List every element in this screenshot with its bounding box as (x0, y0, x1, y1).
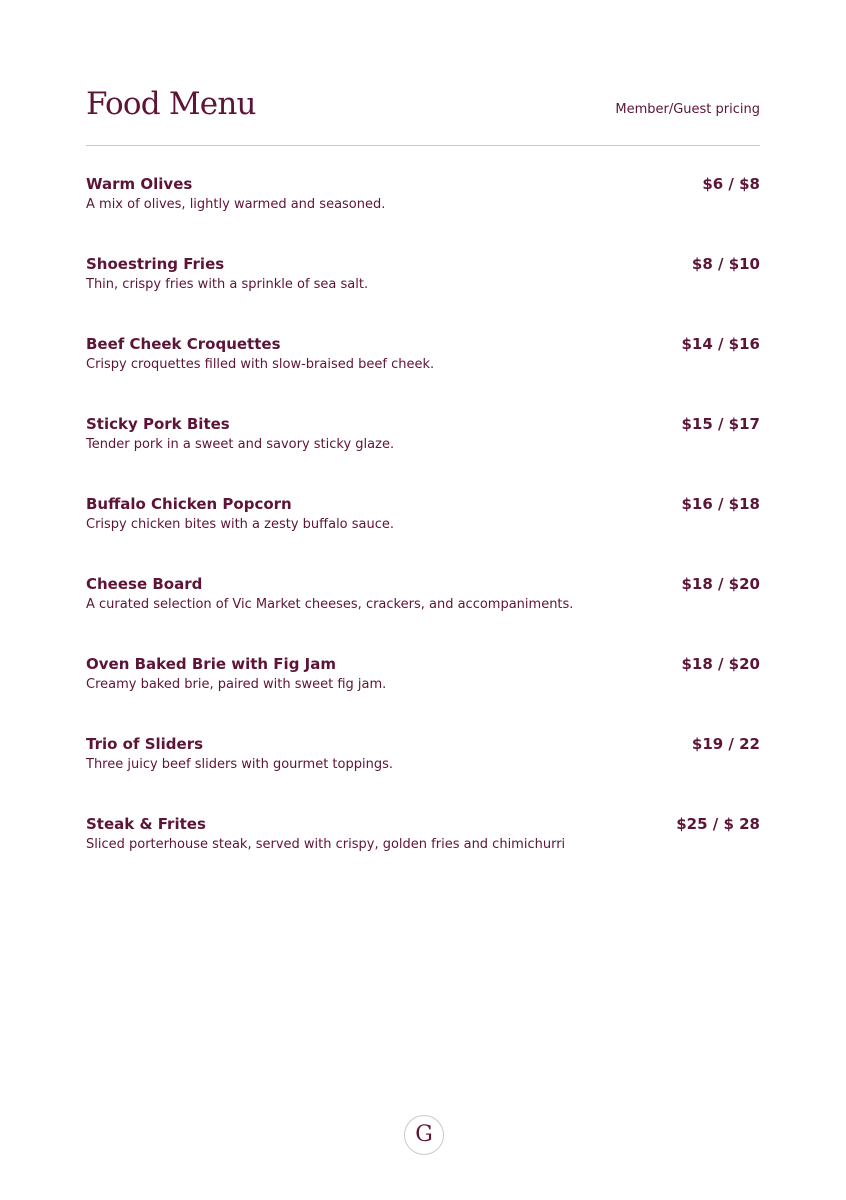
menu-item-buffalo-chicken-popcorn (86, 494, 760, 574)
menu-page (86, 0, 760, 1200)
menu-item-description: Crispy croquettes filled with slow-braised beef cheek. (86, 357, 435, 372)
menu-item-trio-of-sliders (86, 734, 760, 814)
menu-item-name: Sticky Pork Bites (86, 415, 230, 433)
menu-item-description: Creamy baked brie, paired with sweet fig jam. (86, 677, 387, 692)
menu-item-name: Buffalo Chicken Popcorn (86, 495, 292, 513)
menu-item-description: Thin, crispy fries with a sprinkle of sea salt. (86, 277, 369, 292)
menu-item-price: $15 / $17 (681, 415, 760, 433)
menu-item-beef-cheek-croquettes (86, 334, 760, 414)
menu-item-warm-olives (86, 174, 760, 254)
menu-item-price: $19 / 22 (691, 735, 760, 753)
menu-item-name: Shoestring Fries (86, 255, 225, 273)
menu-item-description: Tender pork in a sweet and savory sticky glaze. (86, 437, 395, 452)
menu-item-description: Three juicy beef sliders with gourmet toppings. (86, 757, 393, 772)
menu-item-price: $8 / $10 (691, 255, 760, 273)
menu-item-description: Sliced porterhouse steak, served with crispy, golden fries and chimichurri (86, 837, 566, 852)
menu-list (86, 174, 760, 894)
menu-item-description: Crispy chicken bites with a zesty buffalo sauce. (86, 517, 395, 532)
menu-item-name: Oven Baked Brie with Fig Jam (86, 655, 336, 673)
menu-item-price: $6 / $8 (702, 175, 760, 193)
menu-item-price: $16 / $18 (681, 495, 760, 513)
pricing-note: Member/Guest pricing (615, 102, 760, 117)
menu-item-oven-baked-brie (86, 654, 760, 734)
menu-item-price: $14 / $16 (681, 335, 760, 353)
menu-header (86, 84, 760, 128)
menu-item-sticky-pork-bites (86, 414, 760, 494)
menu-item-name: Beef Cheek Croquettes (86, 335, 281, 353)
menu-item-shoestring-fries (86, 254, 760, 334)
menu-item-description: A curated selection of Vic Market cheeses, crackers, and accompaniments. (86, 597, 574, 612)
menu-item-name: Warm Olives (86, 175, 193, 193)
brand-logo: G (404, 1115, 444, 1155)
menu-item-price: $25 / $ 28 (676, 815, 760, 833)
menu-item-cheese-board (86, 574, 760, 654)
menu-item-price: $18 / $20 (681, 575, 760, 593)
menu-item-name: Trio of Sliders (86, 735, 204, 753)
menu-item-steak-and-frites (86, 814, 760, 894)
menu-item-price: $18 / $20 (681, 655, 760, 673)
menu-title: Food Menu (86, 86, 256, 122)
menu-item-name: Steak & Frites (86, 815, 206, 833)
header-divider (86, 145, 760, 146)
menu-item-name: Cheese Board (86, 575, 203, 593)
menu-item-description: A mix of olives, lightly warmed and seasoned. (86, 197, 386, 212)
